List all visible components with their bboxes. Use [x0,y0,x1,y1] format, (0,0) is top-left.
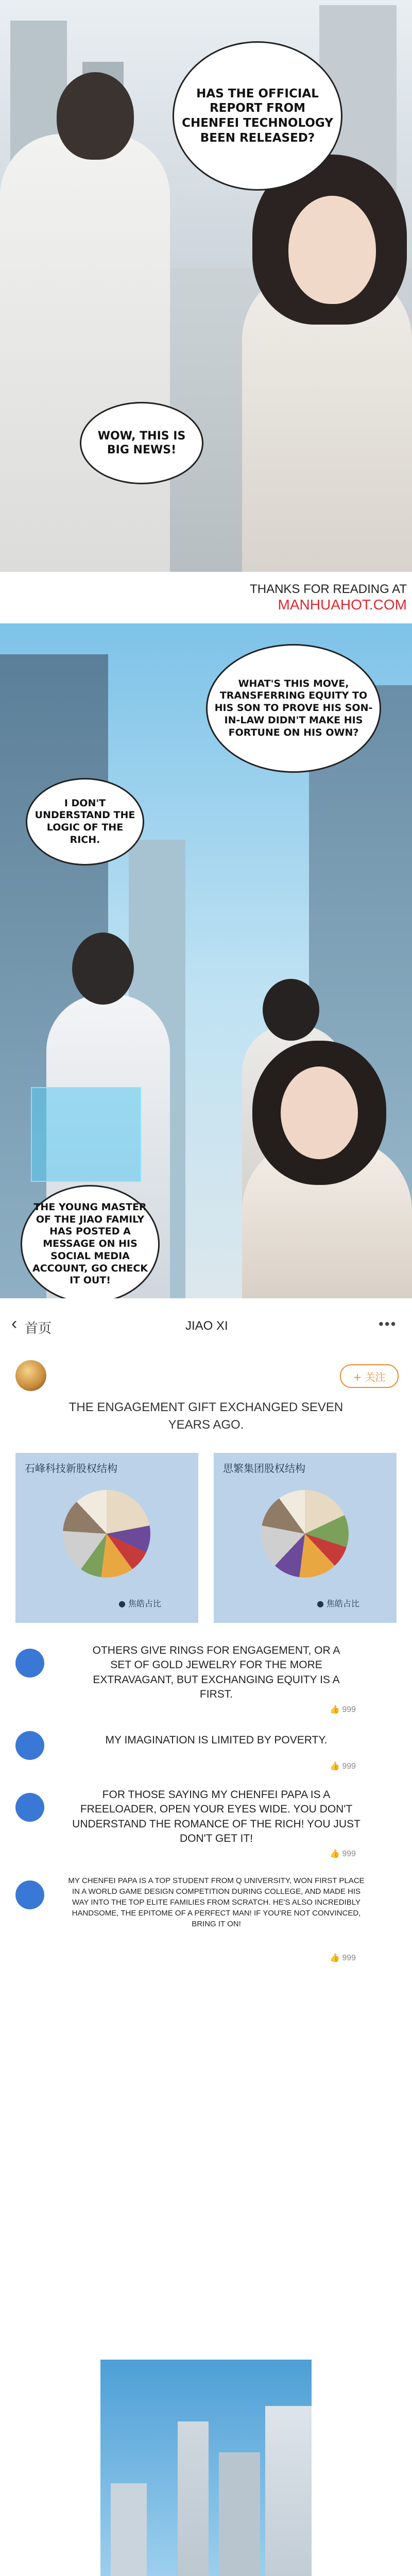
chart-card-title: 思繁集团股权结构 [223,1462,305,1475]
character-woman-face [288,196,376,304]
back-chevron-icon[interactable]: ‹ [11,1314,18,1333]
character-woman-right-face [281,1066,358,1159]
comment-item [0,1643,412,1721]
more-icon[interactable]: ••• [379,1316,397,1332]
speech-bubble [173,41,342,191]
follow-label: + 关注 [353,1370,386,1383]
like-count: 999 [342,1954,356,1962]
pie-chart [261,1490,349,1578]
comment-text: MY CHENFEI PAPA IS A TOP STUDENT FROM Q UNIVERSITY, WON FIRST PLACE IN A WORLD GAME DESIGN COMPETITION DURING COLLEGE, AND MADE HIS WAY INTO THE TOP ELITE FAMILIES FROM SCRATCH. HE'S ALSO INCREDIBLY HANDSOME, THE EPITOME OF A PERFECT MAN! IF YOU'RE NOT CONVINCED, BRING IT ON! [68,1876,365,1928]
panel-street [0,623,412,1298]
building [265,2406,312,2576]
speech-text: HAS THE OFFICIAL REPORT FROM CHENFEI TECHNOLOGY BEEN RELEASED? [182,87,333,145]
building [219,2452,260,2576]
speech-text: I DON'T UNDERSTAND THE LOGIC OF THE RICH. [35,797,135,845]
like-row[interactable] [330,1704,356,1715]
like-row[interactable] [330,1953,356,1963]
credit-link[interactable]: MANHUAHOT.COM [278,597,407,613]
speech-bubble [21,1185,160,1298]
comment-avatar[interactable] [15,1649,44,1677]
chart-card [15,1453,198,1623]
panel-office-1 [0,0,412,572]
hologram-panel [31,1087,141,1182]
like-icon[interactable]: 👍 [330,1850,340,1858]
chart-legend: ● 焦皓占比 [317,1599,360,1608]
comment-item [0,1875,412,1973]
comment-item [0,1731,412,1777]
social-media-screen [0,1303,412,2303]
chart-card [214,1453,397,1623]
speech-bubble [80,402,203,484]
speech-text: WOW, THIS IS BIG NEWS! [97,429,186,456]
like-count: 999 [342,1762,356,1771]
comment-avatar[interactable] [15,1880,44,1909]
building [111,2483,147,2576]
like-row[interactable] [330,1761,356,1771]
comment-avatar[interactable] [15,1793,44,1822]
comment-text: FOR THOSE SAYING MY CHENFEI PAPA IS A FREELOADER, OPEN YOUR EYES WIDE. YOU DON'T UNDERSTAND THE ROMANCE OF THE RICH! YOU JUST DON'T GET IT! [72,1789,360,1845]
avatar[interactable] [15,1360,46,1391]
chart-card-title: 石峰科技新股权结构 [25,1462,117,1475]
building [178,2421,209,2576]
character-man-head [57,72,134,160]
comment-text: OTHERS GIVE RINGS FOR ENGAGEMENT, OR A SET OF GOLD JEWELRY FOR THE MORE EXTRAVAGANT, BUT EXCHANGING EQUITY IS A FIRST. [92,1645,340,1701]
like-icon[interactable]: 👍 [330,1705,340,1714]
back-label[interactable]: 首页 [25,1321,52,1336]
panel-city-car [100,2360,312,2576]
follow-button[interactable] [340,1364,399,1388]
like-icon[interactable]: 👍 [330,1954,340,1962]
nav-bar [0,1303,412,1345]
like-row[interactable] [330,1849,356,1859]
speech-bubble [206,644,381,773]
credit-block [216,582,407,613]
speech-bubble [26,778,144,866]
like-icon[interactable]: 👍 [330,1762,340,1771]
post-text: THE ENGAGEMENT GIFT EXCHANGED SEVEN YEARS AGO. [68,1400,344,1432]
character-man-left-head [72,933,134,1005]
pie-chart [63,1490,150,1578]
speech-text: WHAT'S THIS MOVE, TRANSFERRING EQUITY TO HIS SON TO PROVE HIS SON-IN-LAW DIDN'T MAKE HIS FORTUNE ON HIS OWN? [214,677,373,738]
comment-item [0,1788,412,1865]
character-man-mid-head [263,979,319,1041]
character-man [0,134,170,572]
comment-avatar[interactable] [15,1731,44,1760]
speech-text: THE YOUNG MASTER OF THE JIAO FAMILY HAS POSTED A MESSAGE ON HIS SOCIAL MEDIA ACCOUNT, GO CHECK IT OUT! [32,1201,148,1286]
like-count: 999 [342,1850,356,1858]
credit-line: THANKS FOR READING AT [250,582,407,596]
page-title: JIAO XI [185,1319,228,1333]
like-count: 999 [342,1705,356,1714]
comment-text: MY IMAGINATION IS LIMITED BY POVERTY. [105,1734,328,1746]
chart-legend: ● 焦皓占比 [118,1599,162,1608]
